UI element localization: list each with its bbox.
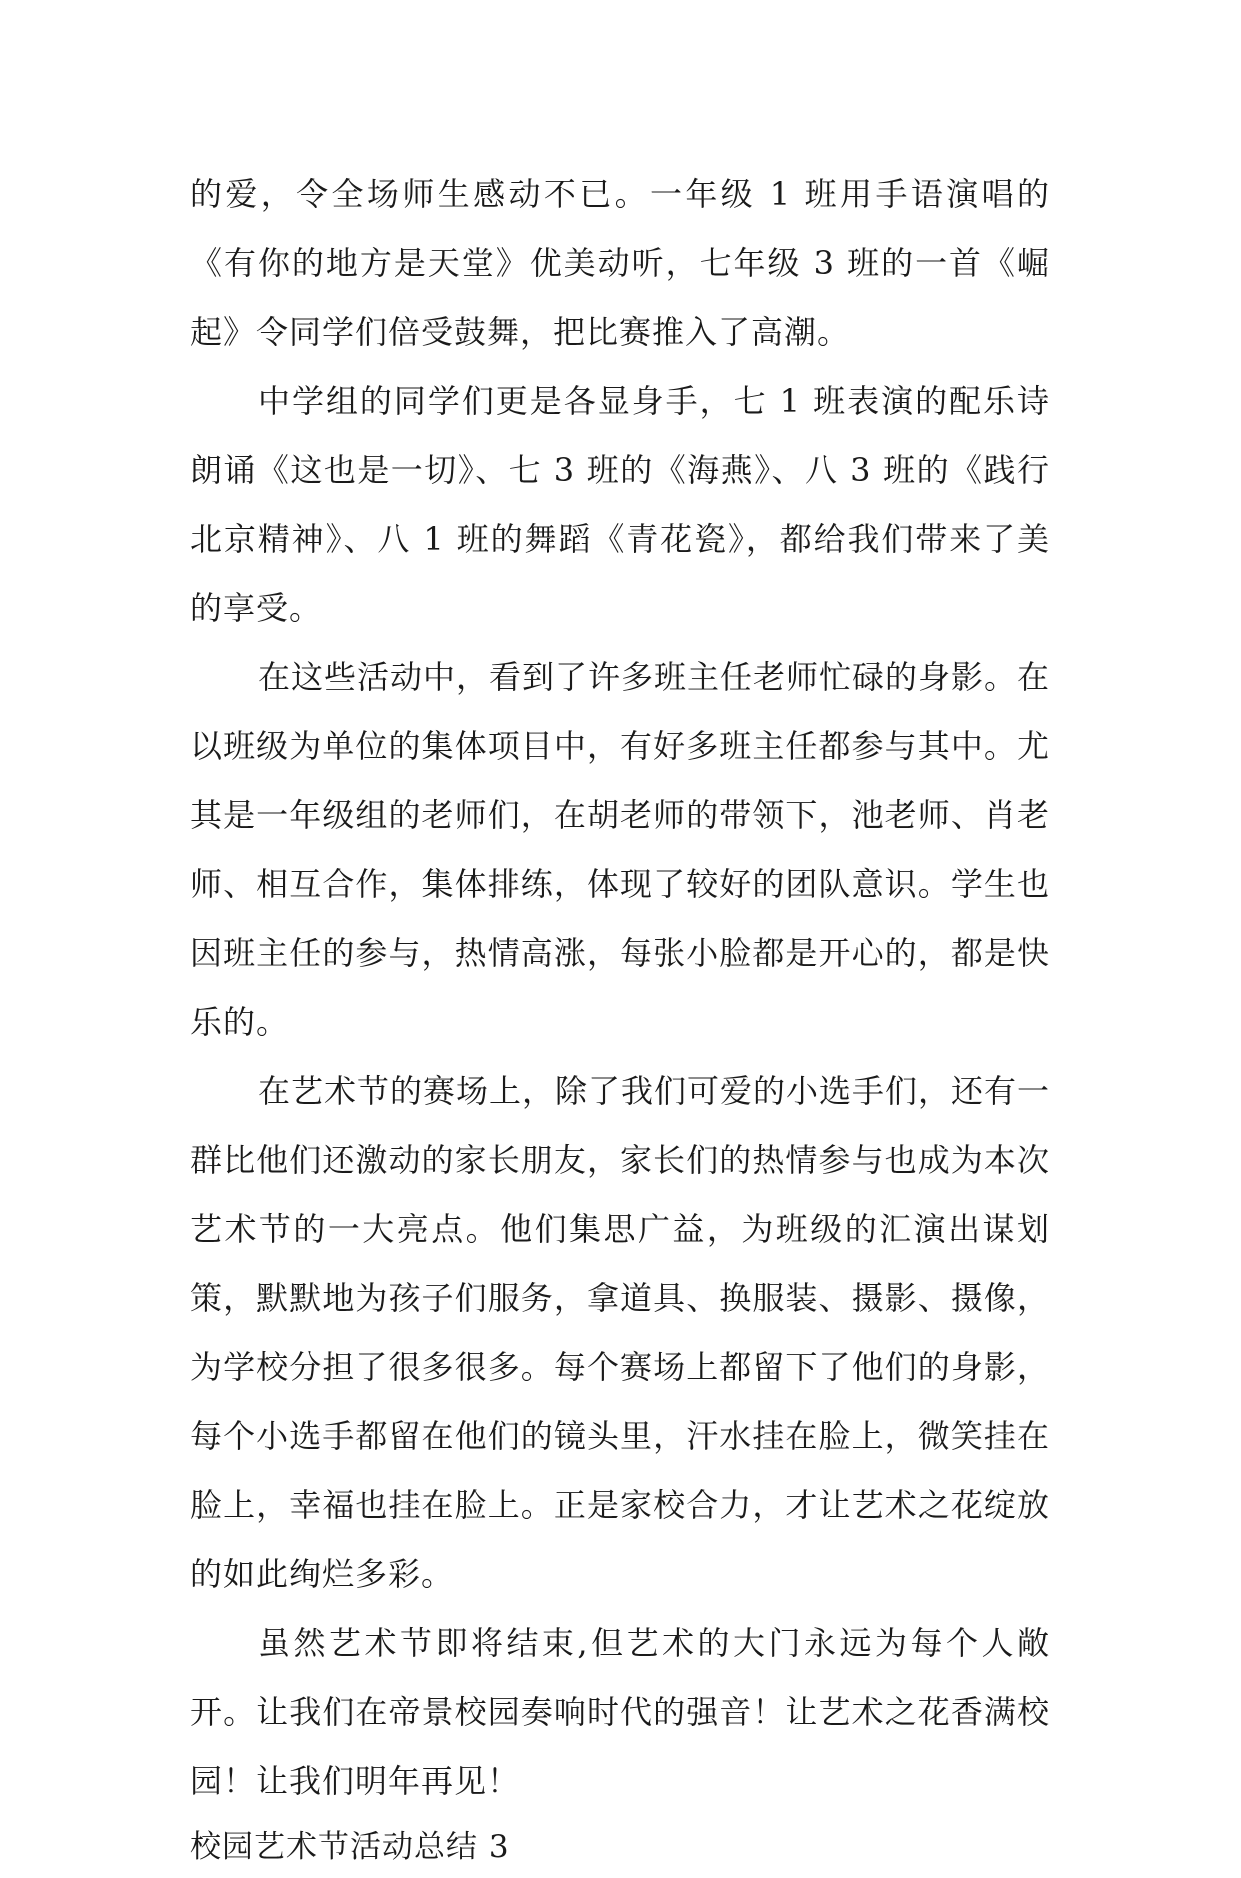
section-heading: 校园艺术节活动总结 3 — [190, 1829, 510, 1865]
paragraph-class-teachers: 在这些活动中，看到了许多班主任老师忙碌的身影。在以班级为单位的集体项目中，有好多班主任都参与其中。尤其是一年级组的老师们，在胡老师的带领下，池老师、肖老师、相互合作，集体排练，体现了较好的团队意识。学生也因班主任的参与，热情高涨，每张小脸都是开心的，都是快乐的。 — [190, 658, 1051, 1041]
paragraph-continued-performances: 的爱，令全场师生感动不已。一年级 1 班用手语演唱的《有你的地方是天堂》优美动听，七年级 3 班的一首《崛起》令同学们倍受鼓舞，把比赛推入了高潮。 — [190, 175, 1050, 351]
paragraph-middle-school-group: 中学组的同学们更是各显身手，七 1 班表演的配乐诗朗诵《这也是一切》、七 3 班的《海燕》、八 3 班的《践行北京精神》、八 1 班的舞蹈《青花瓷》，都给我们带来了美的享受。 — [190, 382, 1050, 627]
document-page — [190, 160, 1050, 1878]
paragraph-parents: 在艺术节的赛场上，除了我们可爱的小选手们，还有一群比他们还激动的家长朋友，家长们的热情参与也成为本次艺术节的一大亮点。他们集思广益，为班级的汇演出谋划策，默默地为孩子们服务，拿道具、换服装、摄影、摄像，为学校分担了很多很多。每个赛场上都留下了他们的身影，每个小选手都留在他们的镜头里，汗水挂在脸上，微笑挂在脸上，幸福也挂在脸上。正是家校合力，才让艺术之花绽放的如此绚烂多彩。 — [190, 1072, 1051, 1593]
paragraph-closing: 虽然艺术节即将结束,但艺术的大门永远为每个人敞开。让我们在帝景校园奏响时代的强音！让艺术之花香满校园！让我们明年再见！ — [190, 1624, 1050, 1800]
